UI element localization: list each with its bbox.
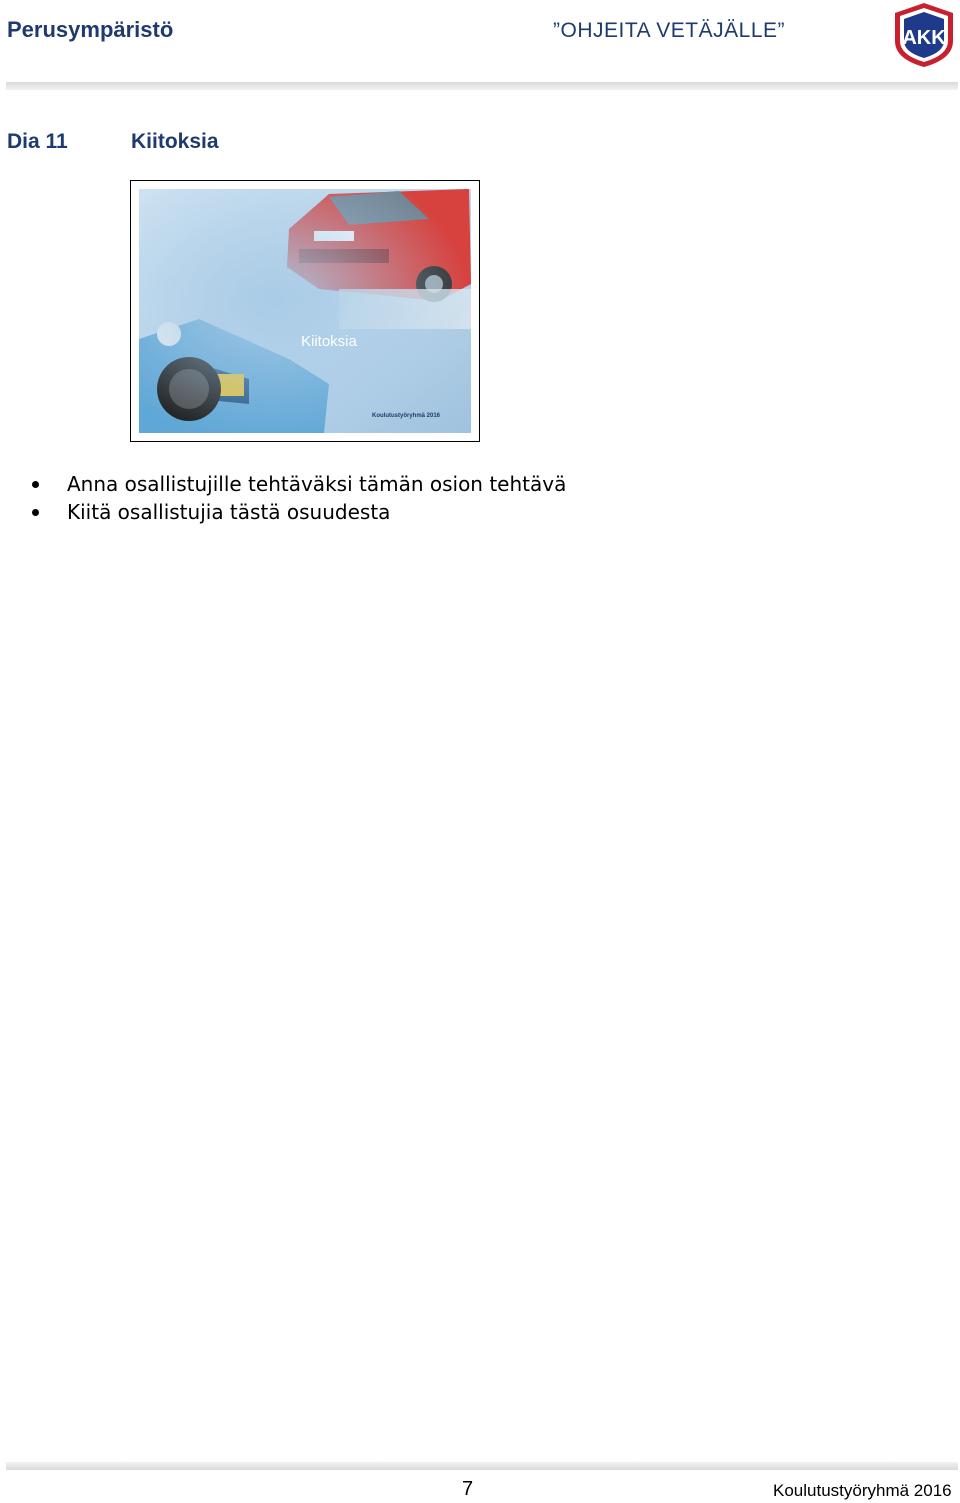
document-header-title: ”OHJEITA VETÄJÄLLE” (553, 19, 785, 42)
document-section-title: Perusympäristö (7, 17, 174, 42)
slide-thumbnail (130, 180, 480, 442)
thumbnail-title: Kiitoksia (301, 333, 357, 350)
logo-text: AKK (902, 27, 946, 49)
list-item (0, 470, 566, 498)
footer-divider (6, 1462, 958, 1470)
slide-thumbnail-image (139, 189, 471, 433)
page-number: 7 (462, 1478, 474, 1500)
bullet-icon (32, 509, 39, 516)
slide-title: Kiitoksia (131, 130, 219, 153)
thumbnail-footer: Koulutustyöryhmä 2016 (372, 413, 441, 419)
footer-credit: Koulutustyöryhmä 2016 (773, 1481, 952, 1500)
racing-cars-illustration (139, 189, 471, 433)
list-item (0, 498, 566, 526)
bullet-list (0, 470, 566, 526)
slide-number-label: Dia 11 (7, 130, 68, 153)
bullet-icon (32, 481, 39, 488)
akk-logo (891, 1, 957, 69)
header-divider (6, 82, 958, 90)
list-item-text: Kiitä osallistujia tästä osuudesta (67, 500, 391, 524)
list-item-text: Anna osallistujille tehtäväksi tämän osion tehtävä (67, 472, 567, 496)
